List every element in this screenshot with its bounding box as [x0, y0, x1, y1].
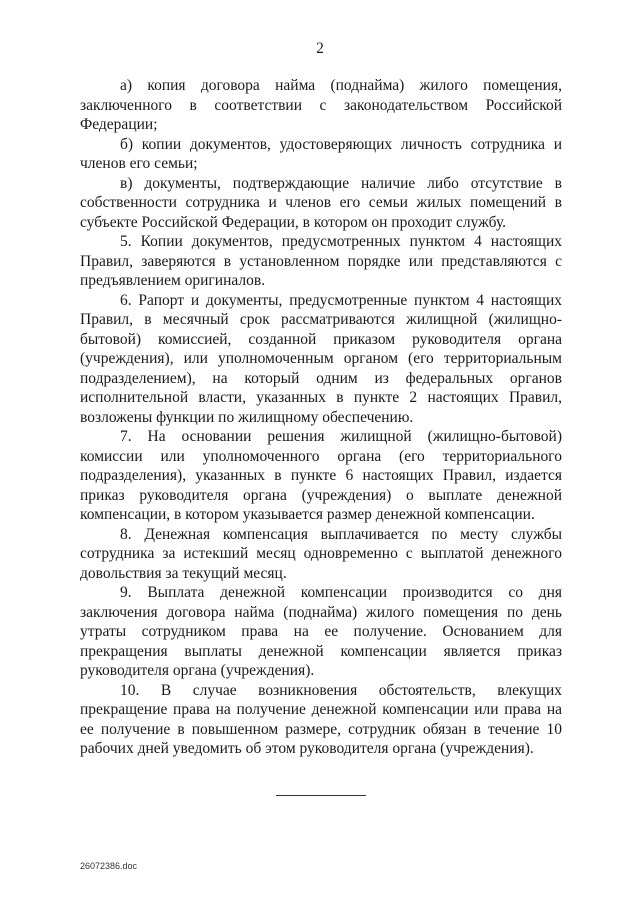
paragraph-5-certification: 5. Копии документов, предусмотренных пунктом 4 настоящих Правил, заверяются в установленном порядке или представляются с предъявлением оригиналов. — [80, 233, 562, 289]
paragraph-c-ownership-docs: в) документы, подтверждающие наличие либо отсутствие в собственности сотрудника и членов его семьи жилых помещений в субъекте Российской Федерации, в котором он проходит службу. — [80, 174, 562, 231]
document-body — [80, 76, 562, 759]
paragraph-8-payment: 8. Денежная компенсация выплачивается по месту службы сотрудника за истекший месяц одновременно с выплатой денежного довольствия за текущий месяц. — [80, 525, 562, 582]
paragraph-10-notification: 10. В случае возникновения обстоятельств, влекущих прекращение права на получение денежной компенсации или права на ее получение в повышенном размере, сотрудник обязан в течение 10 рабочих дней уведомить об этом руководителя органа (учреждения). — [80, 681, 562, 757]
paragraph-a-contract-copy: а) копия договора найма (поднайма) жилого помещения, заключенного в соответствии с законодательством Российской Федерации; — [80, 77, 562, 133]
paragraph-9-payment-period: 9. Выплата денежной компенсации производится со дня заключения договора найма (поднайма) жилого помещения по день утраты сотрудником права на ее получение. Основанием для прекращения выплаты денежной компенсации является приказ руководителя органа (учреждения). — [80, 584, 562, 679]
page-number: 2 — [316, 40, 324, 57]
paragraph-7-order: 7. На основании решения жилищной (жилищно-бытовой) комиссии или уполномоченного органа (его территориального подразделения), указанных в пункте 6 настоящих Правил, издается приказ руководителя органа (учреждения) о выплате денежной компенсации, в котором указывается размер денежной компенсации. — [80, 428, 562, 523]
footer-file-code: 26072386.doc — [80, 861, 138, 871]
paragraph-6-review: 6. Рапорт и документы, предусмотренные пунктом 4 настоящих Правил, в месячный срок рассматриваются жилищной (жилищно-бытовой) комиссией, созданной приказом руководителя органа (учреждения), или уполномоченным органом (его территориальным подразделением), на который одним из федеральных органов исполнительной власти, указанных в пункте 2 настоящих Правил, возложены функции по жилищному обеспечению. — [80, 291, 562, 426]
paragraph-b-identity-docs: б) копии документов, удостоверяющих личность сотрудника и членов его семьи; — [80, 135, 562, 172]
end-separator-line — [276, 795, 366, 796]
